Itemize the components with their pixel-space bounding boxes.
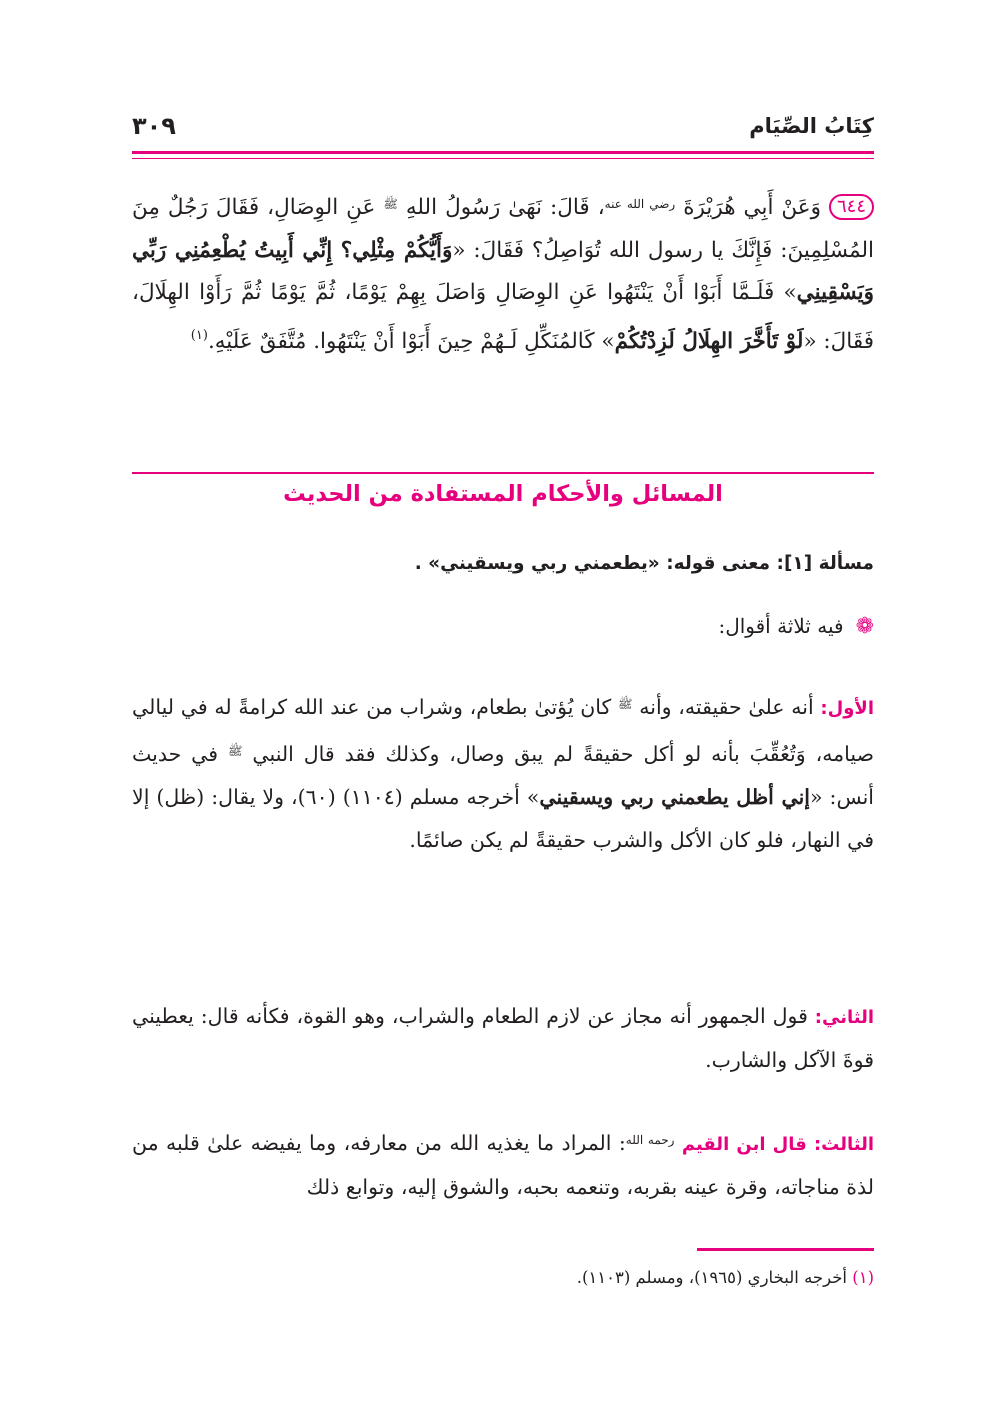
footnote-ref[interactable]: (١)	[190, 327, 208, 343]
footnote-text: أخرجه البخاري (١٩٦٥)، ومسلم (١١٠٣).	[576, 1268, 847, 1287]
hadith-number-badge: ٦٤٤	[829, 194, 874, 220]
first-label: الأول:	[820, 698, 874, 719]
hadith-quote-2: لَوْ تَأَخَّرَ الهِلَالُ لَزِدْتُكُمْ	[614, 328, 804, 354]
honorific-ra: رضي الله عنه	[604, 197, 676, 211]
issue-heading	[132, 553, 874, 574]
third-text: : المراد ما يغذيه الله من معارفه، وما يفيضه علىٰ قلبه من لذة مناجاته، وقرة عينه بقربه، وتنعمه بحبه، والشوق إليه، وتوابع ذلك	[132, 1131, 874, 1199]
second-label: الثاني:	[814, 1007, 874, 1028]
footnote	[132, 1268, 874, 1287]
hadith-seg4: » فَلَـمَّا أَبَوْا أَنْ يَنْتَهُوا عَنِ الوِصَالِ وَاصَلَ بِهِمْ يَوْمًا، ثُمَّ يَوْمًا ثُمَّ رَأَوْا الهِلَالَ، فَقَالَ: «	[132, 280, 874, 354]
section-rule	[132, 472, 874, 474]
second-text: قول الجمهور أنه مجاز عن لازم الطعام والشراب، وهو القوة، فكأنه قال: يعطيني قوةَ الآكل والشارب.	[132, 1004, 874, 1072]
honorific-rh: رحمه الله	[625, 1133, 675, 1147]
first-seg4: » أخرجه مسلم (١١٠٤) (٦٠)، ولا يقال: (ظل) إلا في النهار، فلو كان الأكل والشرب حقيقةً لم يكن صائمًا.	[132, 785, 874, 852]
first-seg2: كان يُؤتىٰ بطعام، وشراب من عند الله كرامةً له في ليالي صيامه، وَتُعُقِّبَ بأنه لو أكل حقيقةً لم يبق وصال، وكذلك فقد قال النبي	[132, 695, 874, 766]
footnote-rule	[697, 1248, 874, 1251]
first-quote: إني أظل يطعمني ربي ويسقيني	[539, 785, 810, 809]
hadith-seg5: » كَالمُنَكِّلِ لَـهُمْ حِينَ أَبَوْا أَنْ يَنْتَهُوا. مُتَّفَقٌ عَلَيْهِ.	[207, 328, 615, 354]
issue-text: معنى قوله: «يطعمني ربي ويسقيني» .	[414, 553, 771, 574]
intro-text: فيه ثلاثة أقوال:	[718, 614, 844, 638]
hadith-seg2: ، قَالَ: نَهَىٰ رَسُولُ اللهِ	[405, 195, 605, 220]
issue-label: مسألة [١]:	[776, 553, 874, 574]
first-seg3: في حديث أنس: «	[132, 742, 874, 809]
flower-icon: ❁	[855, 614, 874, 639]
honorific-pbuh: ﷺ	[618, 697, 633, 711]
page-number: ٣٠٩	[132, 112, 176, 140]
footnote-number: (١)	[852, 1268, 874, 1287]
honorific-pbuh: ﷺ	[383, 197, 398, 211]
header-rule-thin	[132, 158, 874, 159]
hadith-text	[132, 183, 874, 363]
intro-line	[132, 614, 874, 639]
running-header	[132, 108, 874, 148]
hadith-quote-1: وَأَيُّكُمْ مِثْلِي؟ إِنِّي أَبِيتُ يُطْعِمُنِي رَبِّي وَيَسْقِينِي	[132, 237, 874, 305]
third-label: الثالث: قال ابن القيم	[681, 1134, 875, 1155]
header-rule-thick	[132, 151, 874, 154]
first-seg1: أنه علىٰ حقيقته، وأنه	[639, 695, 814, 719]
hadith-seg1: وَعَنْ أَبِي هُرَيْرَةَ	[683, 195, 822, 220]
honorific-pbuh: ﷺ	[228, 744, 243, 758]
paragraph-first	[132, 683, 874, 862]
book-title: كِتَابُ الصِّيَام	[749, 114, 874, 138]
section-title: المسائل والأحكام المستفادة من الحديث	[283, 481, 723, 507]
paragraph-second	[132, 995, 874, 1082]
hadith-seg3: عَنِ الوِصَالِ، فَقَالَ رَجُلٌ مِنَ المُسْلِمِينَ: فَإِنَّكَ يا رسول الله تُوَاصِلُ؟ فَقَالَ: «	[132, 195, 874, 263]
paragraph-third	[132, 1119, 874, 1209]
